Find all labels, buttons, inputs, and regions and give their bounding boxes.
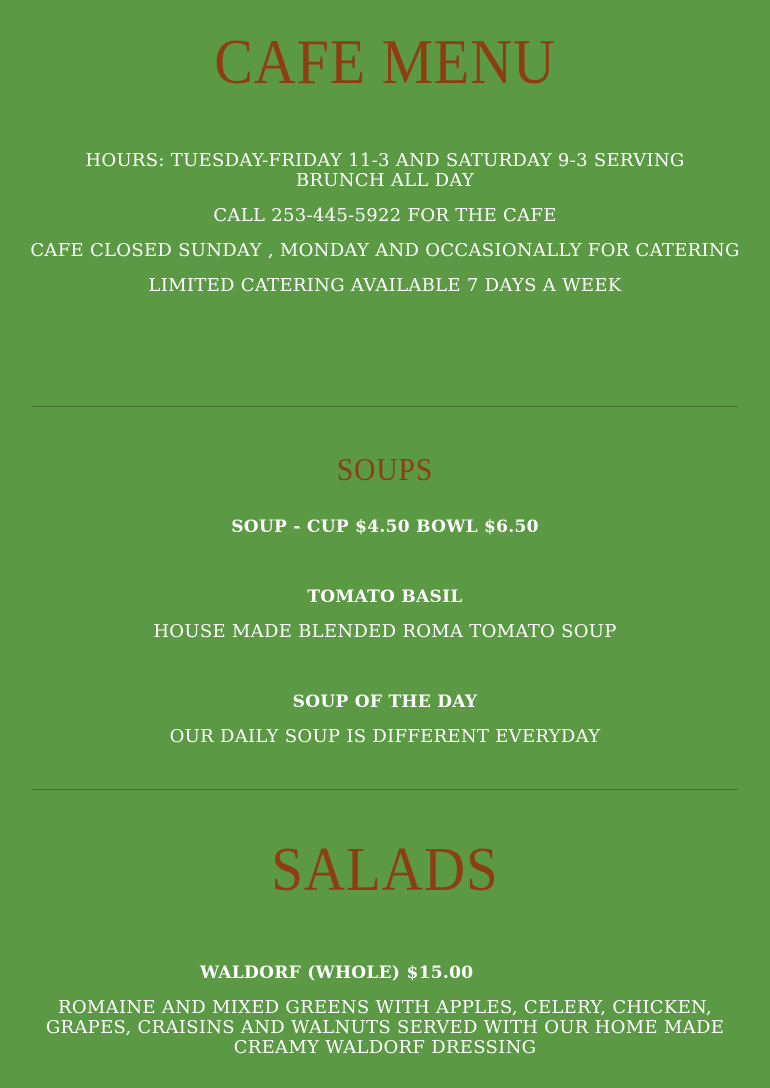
hours-text: HOURS: TUESDAY-FRIDAY 11-3 AND SATURDAY 9-3 SERVING BRUNCH ALL DAY [85,150,685,191]
phone-text: CALL 253-445-5922 FOR THE CAFE [213,205,557,226]
menu-item-name: SOUP OF THE DAY [292,692,478,712]
soup-price-line: SOUP - CUP $4.50 BOWL $6.50 [231,517,539,537]
closed-text: CAFE CLOSED SUNDAY , MONDAY AND OCCASIONALLY FOR CATERING [30,240,740,261]
section-title-salads: SALADS [271,836,499,904]
menu-item-description: ROMAINE AND MIXED GREENS WITH APPLES, CELERY, CHICKEN, GRAPES, CRAISINS AND WALNUTS SERVED WITH OUR HOME MADE CREAMY WALDORF DRESSING [45,997,725,1058]
section-divider [32,789,738,790]
menu-item-name: WALDORF (WHOLE) $15.00 [200,963,474,983]
section-title-soups: SOUPS [336,451,434,487]
page-title: CAFE MENU [214,27,556,97]
catering-text: LIMITED CATERING AVAILABLE 7 DAYS A WEEK [148,275,622,296]
section-divider [32,406,738,407]
menu-item-name: TOMATO BASIL [307,587,463,607]
menu-item-description: HOUSE MADE BLENDED ROMA TOMATO SOUP [153,621,617,642]
menu-item-description: OUR DAILY SOUP IS DIFFERENT EVERYDAY [169,726,601,747]
